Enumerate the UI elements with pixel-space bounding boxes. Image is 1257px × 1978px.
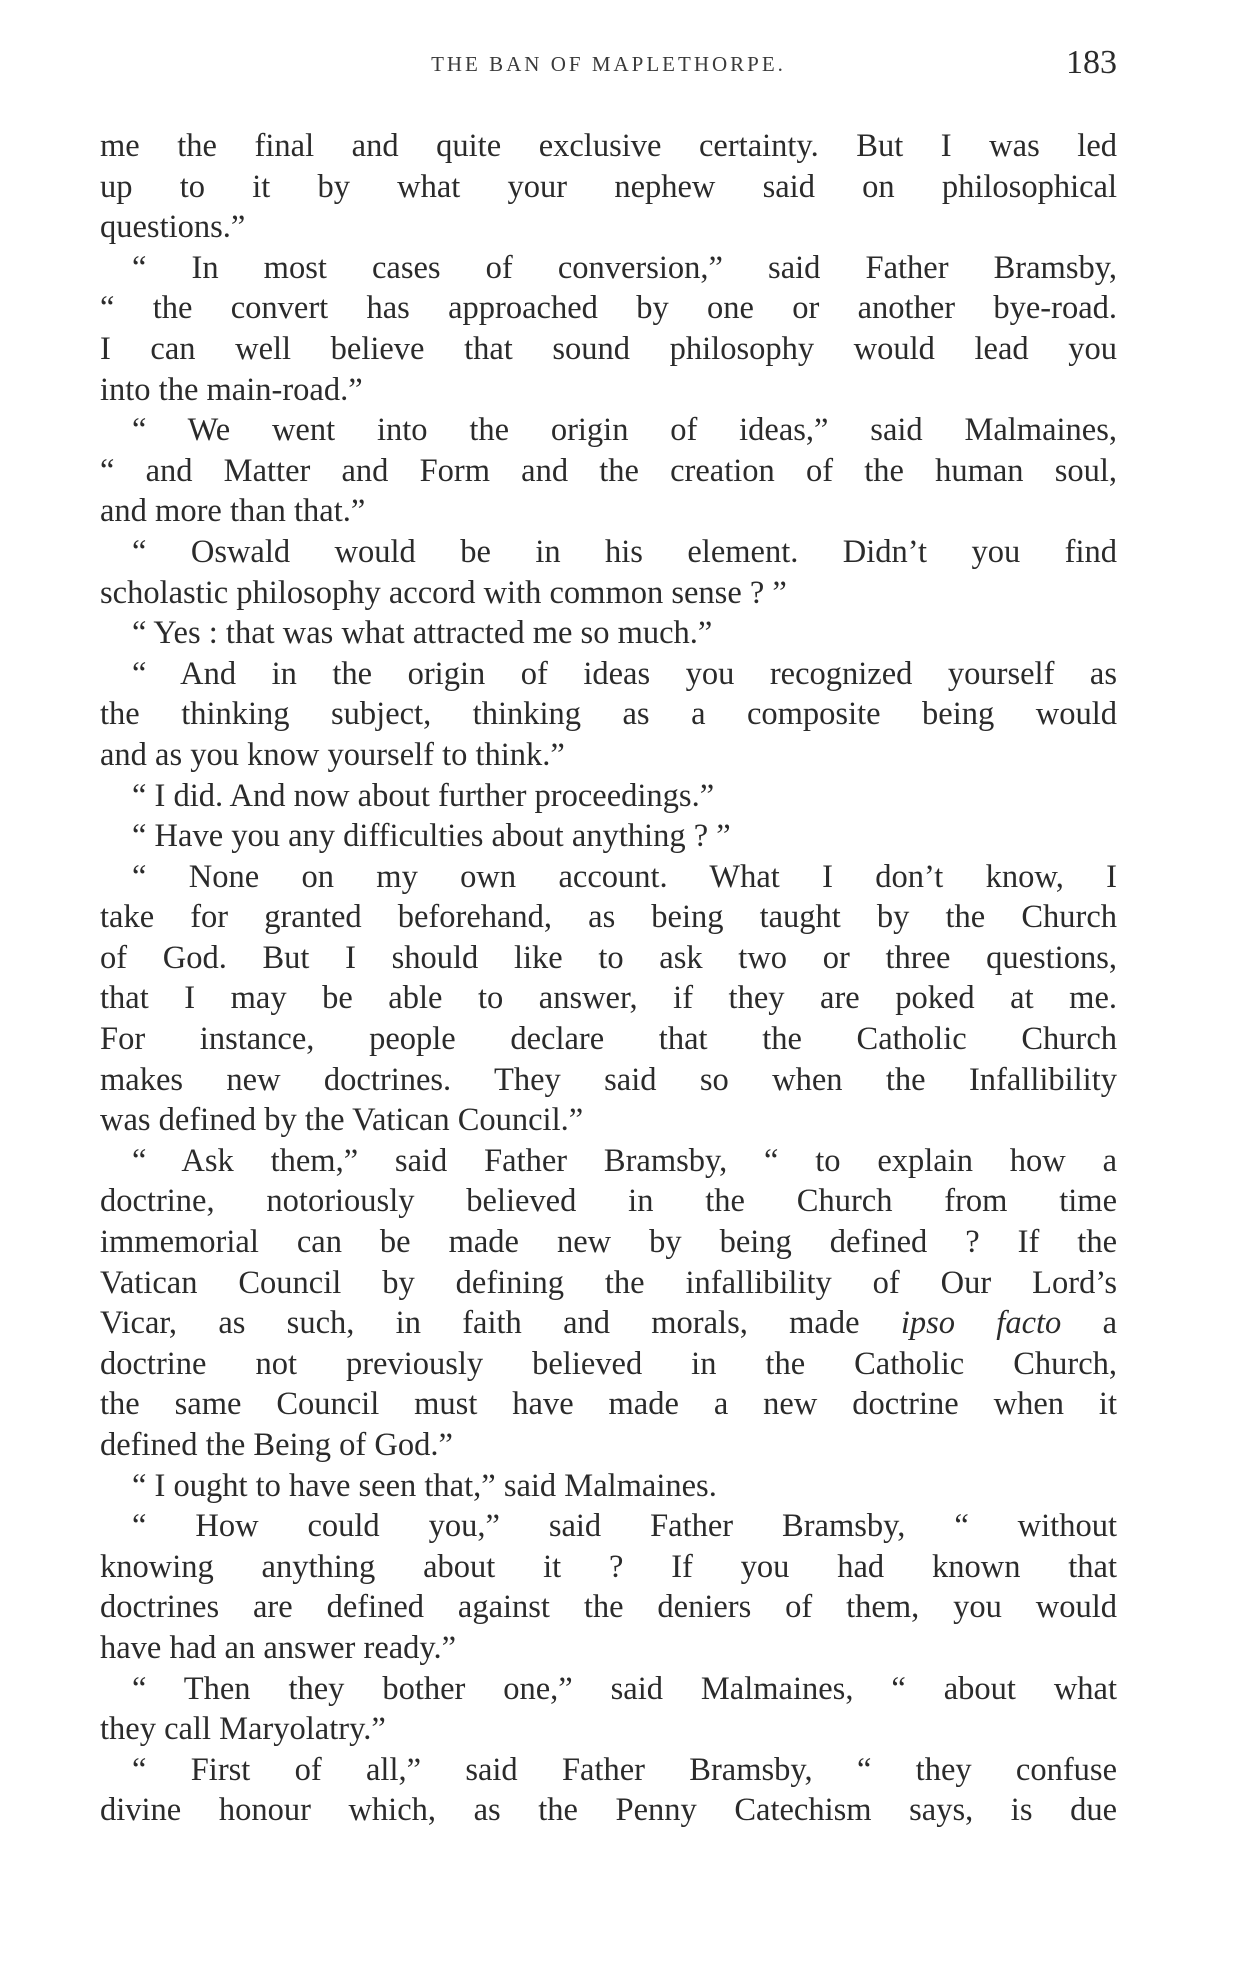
text-line: I can well believe that sound philosophy would lead you bbox=[100, 330, 1117, 367]
text-line: “ First of all,” said Father Bramsby, “ they confuse bbox=[132, 1751, 1117, 1788]
text-line: the thinking subject, thinking as a composite being would bbox=[100, 696, 1117, 733]
text-line: into the main-road.” bbox=[100, 371, 363, 408]
text-line: was defined by the Vatican Council.” bbox=[100, 1102, 584, 1139]
text-line: “ Then they bother one,” said Malmaines, “ about what bbox=[132, 1670, 1117, 1707]
text-line: that I may be able to answer, if they are poked at me. bbox=[100, 980, 1117, 1017]
text-line: me the final and quite exclusive certainty. But I was led bbox=[100, 128, 1117, 164]
text-line: “ I ought to have seen that,” said Malmaines. bbox=[132, 1467, 717, 1504]
text-line: “ None on my own account. What I don’t know, I bbox=[132, 858, 1117, 895]
text-line: scholastic philosophy accord with common sense ? ” bbox=[100, 574, 787, 611]
text-line: and as you know yourself to think.” bbox=[100, 736, 565, 773]
text-line: “ In most cases of conversion,” said Father Bramsby, bbox=[132, 249, 1117, 286]
text-line: “ We went into the origin of ideas,” said Malmaines, bbox=[132, 412, 1117, 449]
text-line: knowing anything about it ? If you had known that bbox=[100, 1548, 1117, 1585]
text-line: take for granted beforehand, as being taught by the Church bbox=[100, 899, 1117, 936]
text-line: “ And in the origin of ideas you recognized yourself as bbox=[132, 655, 1117, 692]
text-line: “ and Matter and Form and the creation of the human soul, bbox=[100, 452, 1117, 489]
text-line: divine honour which, as the Penny Catechism says, is due bbox=[100, 1792, 1117, 1829]
text-line: Vatican Council by defining the infallibility of Our Lord’s bbox=[100, 1264, 1117, 1301]
text-line: up to it by what your nephew said on philosophical bbox=[100, 168, 1117, 205]
text-line: questions.” bbox=[100, 209, 246, 246]
text-line: For instance, people declare that the Catholic Church bbox=[100, 1021, 1117, 1058]
text-line: of God. But I should like to ask two or three questions, bbox=[100, 939, 1117, 976]
text-line: “ Have you any difficulties about anything ? ” bbox=[132, 818, 731, 855]
page-number: 183 bbox=[1066, 44, 1117, 81]
running-head bbox=[100, 40, 1117, 84]
text-line: defined the Being of God.” bbox=[100, 1427, 453, 1463]
text-line: have had an answer ready.” bbox=[100, 1629, 457, 1666]
text-segment: a bbox=[1061, 1305, 1117, 1342]
text-line bbox=[100, 1303, 1117, 1344]
text-line: immemorial can be made new by being defined ? If the bbox=[100, 1224, 1117, 1261]
text-line: “ Ask them,” said Father Bramsby, “ to explain how a bbox=[132, 1142, 1117, 1179]
text-line: “ How could you,” said Father Bramsby, “ without bbox=[132, 1508, 1117, 1545]
text-line: “ Oswald would be in his element. Didn’t you find bbox=[132, 533, 1117, 570]
body-text bbox=[100, 126, 1117, 1831]
text-line: they call Maryolatry.” bbox=[100, 1711, 386, 1748]
text-line: doctrine not previously believed in the Catholic Church, bbox=[100, 1345, 1117, 1382]
text-line: “ Yes : that was what attracted me so much.” bbox=[132, 615, 713, 652]
text-line: the same Council must have made a new doctrine when it bbox=[100, 1386, 1117, 1423]
text-line: makes new doctrines. They said so when the Infallibility bbox=[100, 1061, 1117, 1098]
text-segment: Vicar, as such, in faith and morals, made bbox=[100, 1305, 860, 1342]
text-line: and more than that.” bbox=[100, 493, 366, 530]
italic-phrase: ipso facto bbox=[900, 1305, 1062, 1342]
text-line: doctrine, notoriously believed in the Church from time bbox=[100, 1183, 1117, 1220]
text-line: “ the convert has approached by one or another bye-road. bbox=[100, 290, 1117, 327]
text-line: “ I did. And now about further proceedings.” bbox=[132, 777, 715, 814]
text-line: doctrines are defined against the deniers of them, you would bbox=[100, 1589, 1117, 1626]
running-title: THE BAN OF MAPLETHORPE. bbox=[431, 52, 786, 76]
